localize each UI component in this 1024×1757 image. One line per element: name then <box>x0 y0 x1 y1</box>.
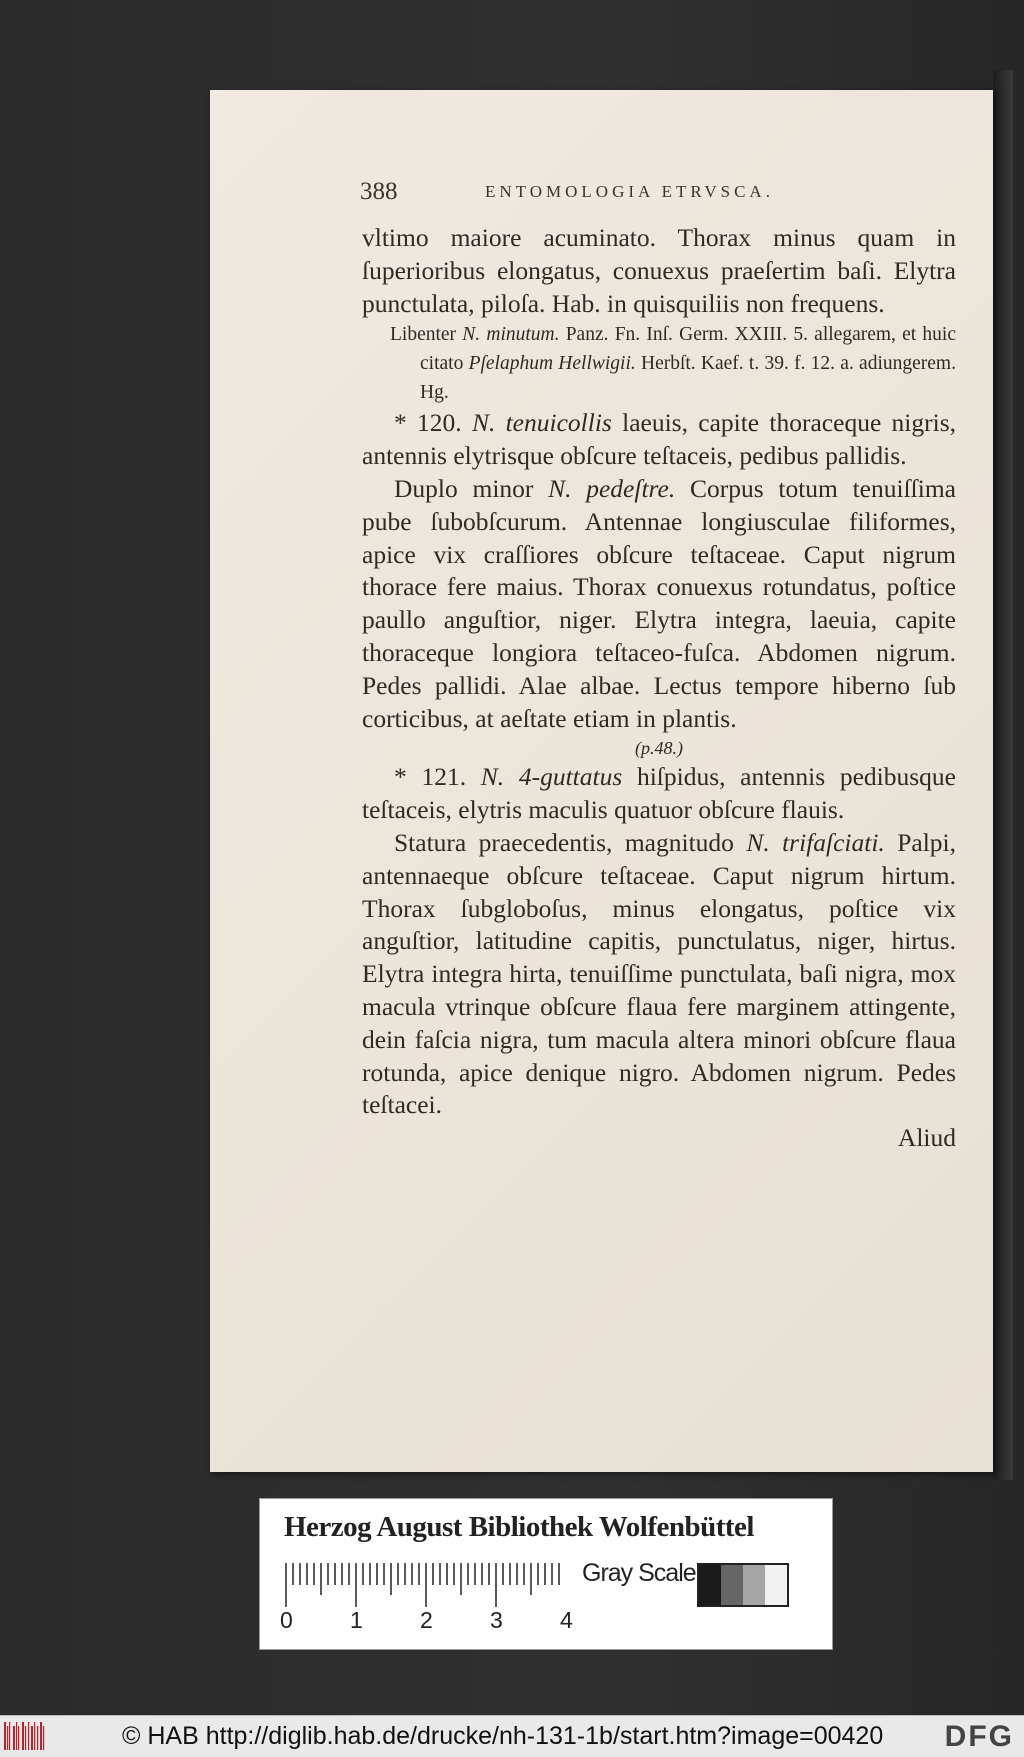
barcode-bar <box>13 1726 15 1750</box>
ruler-label-2: 2 <box>420 1607 433 1633</box>
book-page <box>210 90 993 1472</box>
barcode-bar <box>31 1726 33 1750</box>
running-title: ENTOMOLOGIA ETRVSCA. <box>485 182 774 201</box>
barcode-bar <box>22 1722 24 1750</box>
barcode-bar <box>43 1726 44 1750</box>
barcode-bar <box>16 1722 17 1750</box>
page-reference: (p.48.) <box>635 738 683 759</box>
entry-120-text: laeuis, capite thoraceque nigris, antennis elytrisque obſcure teſtaceis, pedibus pallidis. <box>362 408 956 471</box>
gray-swatch-1 <box>699 1565 721 1605</box>
note-text-2: Panz. Fn. Inſ. Germ. XXIII. 5. allegarem, et huic citato <box>420 324 956 375</box>
barcode-bar <box>34 1722 35 1750</box>
library-name: Herzog August Bibliothek Wolfenbüttel <box>284 1511 754 1543</box>
footer-bar <box>0 1715 1024 1757</box>
barcode-icon <box>4 1722 46 1750</box>
entry-121-name: N. 4-guttatus <box>480 762 623 792</box>
p121-taxon: N. trifaſciati. <box>746 827 885 857</box>
gray-swatch-2 <box>721 1565 743 1605</box>
editor-note <box>362 320 956 407</box>
entry-120-number: * 120. <box>394 408 462 438</box>
barcode-bar <box>9 1722 10 1750</box>
entry-121-number: * 121. <box>394 762 467 792</box>
barcode-bar <box>25 1726 26 1750</box>
library-color-card <box>259 1498 833 1650</box>
p120-text-1: Duplo minor <box>394 473 549 503</box>
ruler-labels <box>280 1607 580 1637</box>
ruler-label-4: 4 <box>560 1607 573 1633</box>
dfg-logo: DFG <box>944 1720 1014 1753</box>
barcode-bar <box>18 1726 19 1750</box>
gray-swatch-3 <box>743 1565 765 1605</box>
gray-swatch-4 <box>765 1565 787 1605</box>
barcode-bar <box>40 1722 42 1750</box>
barcode-bar <box>7 1726 8 1750</box>
ruler-label-0: 0 <box>280 1607 293 1633</box>
note-text-1: Libenter <box>390 324 463 346</box>
gray-scale-label: Gray Scale <box>582 1559 696 1587</box>
ruler-label-1: 1 <box>350 1607 363 1633</box>
running-head <box>360 178 950 208</box>
copyright-link[interactable]: © HAB http://diglib.hab.de/drucke/nh-131-1b/start.htm?image=00420 <box>122 1722 884 1750</box>
p120-text-2: Corpus totum tenuiſſima pube ſubobſcurum. Antennae longiusculae filiformes, apice vix craſſiores obſcure teſtaceae. Caput nigrum thorace fere maius. Thorax conuexus rotundatus, poſtice paullo anguſtior, niger. Elytra integra, laeuia, capite thoraceque longiora teſtaceo-fuſca. Abdomen nigrum. Pedes pallidi. Alae albae. Lectus tempore hiberno ſub corticibus, at aeſtate etiam in plantis. <box>362 473 956 733</box>
barcode-bar <box>4 1722 6 1750</box>
note-taxon-2: Pſelaphum Hellwigii. <box>468 353 636 375</box>
ruler-scale <box>284 1559 564 1609</box>
note-taxon-1: N. minutum. <box>462 324 560 346</box>
p121-text-2: Palpi, antennaeque obſcure teſtaceae. Caput nigrum hirtum. Thorax ſubgloboſus, minus elongatus, poſtice vix anguſtior, latitudine capitis, punctulatus, niger, hirtus. Elytra integra hirta, tenuiſſime punctulata, baſi nigra, mox macula vtrinque obſcure flaua fere marginem attingente, dein faſcia nigra, tum macula altera minori obſcure flaua rotunda, apice denique nigro. Abdomen nigrum. Pedes teſtacei. <box>362 827 957 1120</box>
entry-121-diagnosis <box>362 761 956 827</box>
paragraph-continuation: vltimo maiore acuminato. Thorax minus quam in ſuperioribus elongatus, conuexus praeſertim baſi. Elytra punctulata, piloſa. Hab. in quisquiliis non frequens. <box>362 223 956 318</box>
entry-121-description <box>362 827 956 1122</box>
note-text-3: Herbſt. Kaef. t. 39. f. 12. a. adiungerem. Hg. <box>420 353 956 404</box>
ruler-label-3: 3 <box>490 1607 503 1633</box>
catchword: Aliud <box>897 1123 956 1153</box>
entry-120-description <box>362 473 956 735</box>
entry-120-diagnosis <box>362 407 956 473</box>
page-edge-shadow <box>993 70 1013 1480</box>
entry-121-text: hiſpidus, antennis pedibusque teſtaceis, elytris maculis quatuor obſcure flauis. <box>362 762 956 825</box>
p120-taxon: N. pedeſtre. <box>548 473 676 503</box>
p121-text-1: Statura praecedentis, magnitudo <box>394 827 747 857</box>
barcode-bar <box>28 1722 29 1750</box>
main-text <box>362 222 956 1155</box>
barcode-bar <box>37 1726 38 1750</box>
entry-120-name: N. tenuicollis <box>471 408 612 438</box>
gray-scale-swatches <box>697 1563 789 1607</box>
page-number: 388 <box>360 178 398 205</box>
